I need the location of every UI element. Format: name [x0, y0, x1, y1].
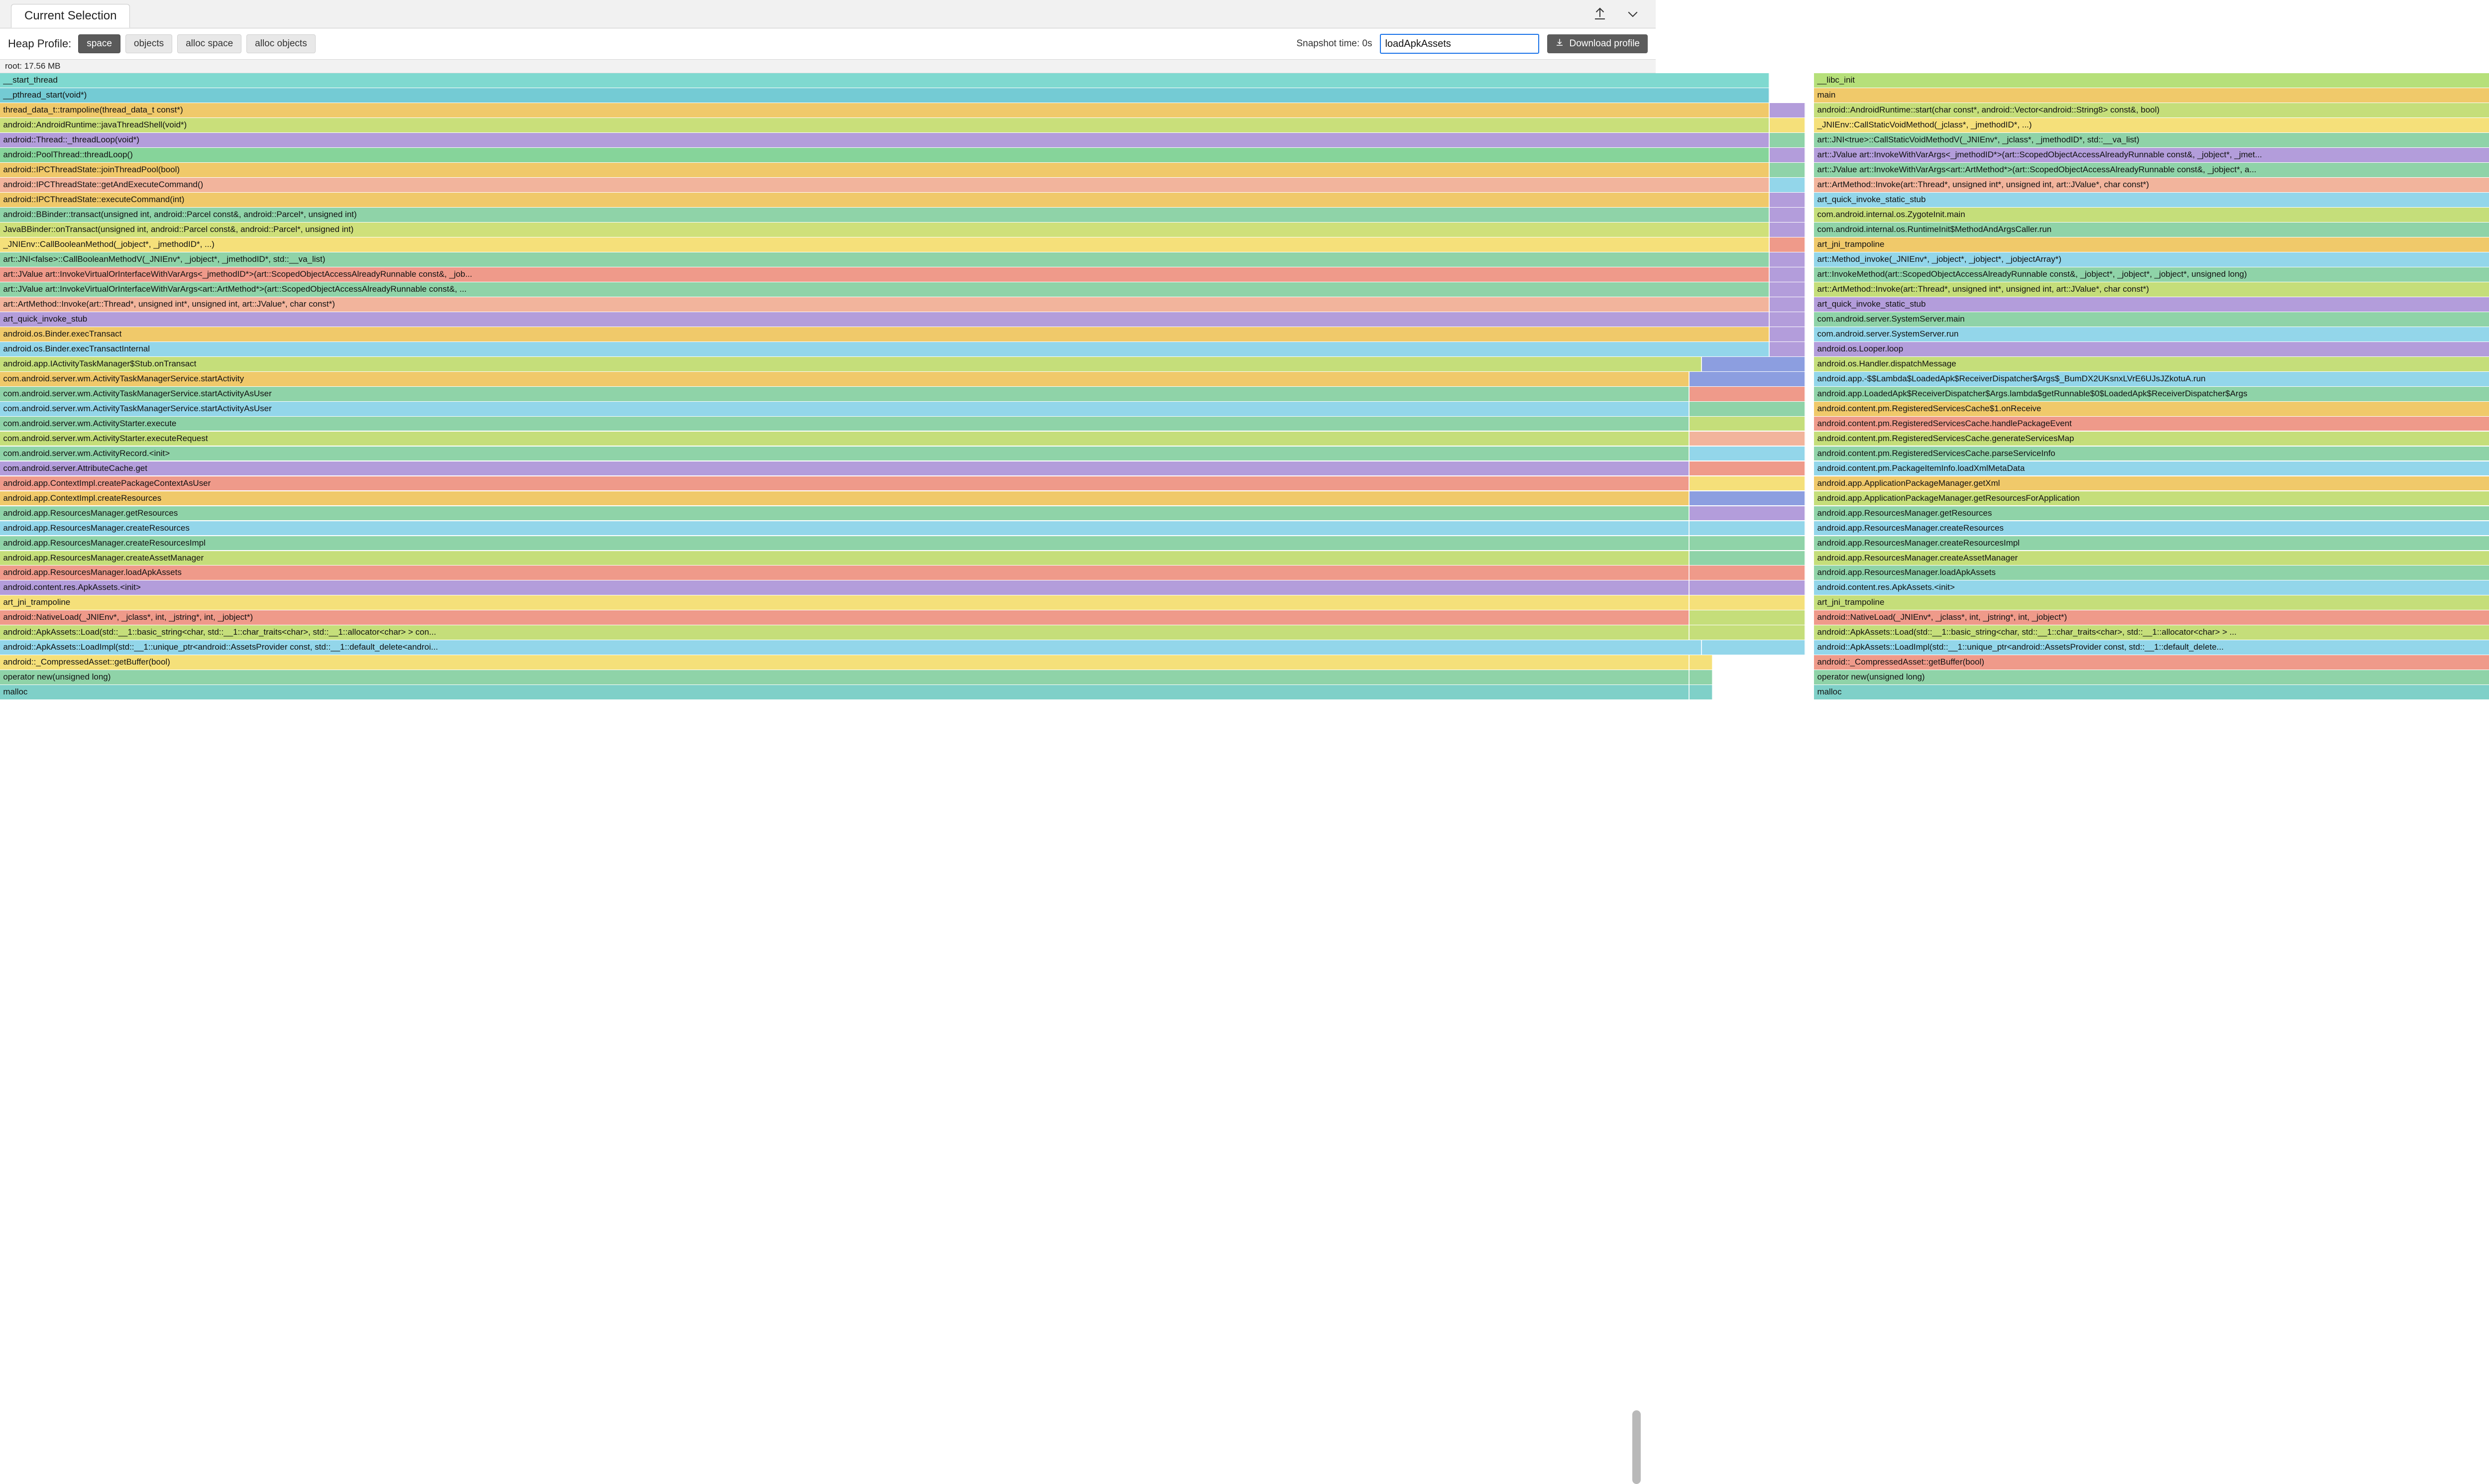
flamegraph-frame-middle[interactable]	[1770, 327, 1806, 342]
flamegraph-row	[0, 163, 2257, 178]
flamegraph-frame-left[interactable]	[0, 282, 1770, 297]
flamegraph-frame-label: android::NativeLoad(_JNIEnv*, _jclass*, int, _jstring*, int, _jobject*)	[3, 612, 253, 622]
flamegraph-frame-label: android.app.ResourcesManager.getResources	[1817, 508, 1992, 518]
flamegraph-frame-left[interactable]	[0, 476, 1690, 491]
flamegraph-frame-left[interactable]	[0, 178, 1770, 192]
flamegraph-frame-label: android.app.ResourcesManager.createResourcesImpl	[3, 538, 206, 548]
flamegraph-frame-middle[interactable]	[1770, 297, 1806, 312]
flamegraph-frame-right[interactable]	[1814, 447, 2489, 461]
flamegraph-frame-label: android.content.pm.RegisteredServicesCache.generateServicesMap	[1817, 433, 2074, 443]
flamegraph-row	[0, 252, 2061, 267]
flamegraph-frame-label: com.android.server.wm.ActivityTaskManagerService.startActivityAsUser	[3, 403, 272, 413]
flamegraph-frame-label: _JNIEnv::CallStaticVoidMethod(_jclass*, _jmethodID*, ...)	[1817, 119, 2032, 129]
flamegraph-frame-label: com.android.server.wm.ActivityTaskManagerService.startActivityAsUser	[3, 388, 272, 398]
flamegraph-frame-right[interactable]	[1814, 461, 2489, 476]
flamegraph-frame-right[interactable]	[1814, 506, 2489, 521]
flamegraph-row	[0, 342, 1904, 357]
flamegraph-row	[0, 103, 2160, 118]
flamegraph-frame-middle[interactable]	[1690, 521, 1806, 536]
flamegraph-frame-label: android.content.res.ApkAssets.<init>	[1817, 582, 1955, 592]
flamegraph-frame-label: android::_CompressedAsset::getBuffer(bool)	[1817, 657, 1985, 667]
flamegraph-frame-label: main	[1817, 90, 1836, 100]
flamegraph-row	[0, 357, 1956, 372]
flamegraph-frame-left[interactable]	[0, 312, 1770, 327]
flamegraph-frame-label: com.android.internal.os.RuntimeInit$MethodAndArgsCaller.run	[1817, 224, 2052, 234]
flamegraph-frame-middle[interactable]	[1690, 387, 1806, 401]
flamegraph-frame-label: com.android.server.wm.ActivityStarter.executeRequest	[3, 433, 208, 443]
flamegraph-frame-middle[interactable]	[1690, 372, 1806, 386]
flamegraph-frame-label: android.content.pm.RegisteredServicesCache$1.onReceive	[1817, 403, 2041, 413]
flamegraph-frame-right[interactable]	[1814, 521, 2489, 536]
flamegraph-row	[0, 536, 2020, 551]
flamegraph-frame-label: android::IPCThreadState::executeCommand(int)	[3, 194, 185, 204]
flamegraph-frame-left[interactable]	[0, 655, 1690, 670]
flamegraph-frame-right[interactable]	[1814, 476, 2489, 491]
flamegraph-frame-right[interactable]	[1814, 133, 2489, 147]
flamegraph-frame-right[interactable]	[1814, 312, 2489, 327]
flamegraph-frame-label: art::JValue art::InvokeVirtualOrInterfaceWithVarArgs<_jmethodID*>(art::ScopedObjectAccessAlreadyRunnable const&, _job...	[3, 269, 472, 279]
flamegraph-frame-left[interactable]	[0, 417, 1690, 431]
flamegraph-frame-middle[interactable]	[1690, 580, 1806, 595]
flamegraph-frame-middle[interactable]	[1690, 476, 1806, 491]
flamegraph-frame-middle[interactable]	[1690, 566, 1806, 580]
flamegraph-frame-right[interactable]	[1814, 73, 2489, 88]
flamegraph-frame-label: com.android.server.wm.ActivityStarter.execute	[3, 418, 177, 428]
button-objects-label: objects	[133, 38, 164, 49]
flamegraph-row	[0, 327, 1959, 342]
flamegraph-frame-label: android.content.pm.RegisteredServicesCache.parseServiceInfo	[1817, 448, 2055, 458]
flamegraph-row	[0, 491, 2080, 506]
flamegraph-frame-middle[interactable]	[1770, 148, 1806, 162]
flamegraph-frame-left[interactable]	[0, 461, 1690, 476]
flamegraph-frame-label: android.app.ResourcesManager.createResources	[3, 523, 190, 533]
flamegraph-row	[0, 223, 2052, 237]
flamegraph-frame-right[interactable]	[1814, 223, 2489, 237]
flamegraph-row	[0, 551, 2018, 566]
flamegraph-frame-left[interactable]	[0, 133, 1770, 147]
flamegraph-frame-label: art_quick_invoke_static_stub	[1817, 299, 1926, 309]
flamegraph-frame-middle[interactable]	[1770, 163, 1806, 177]
chevron-down-icon[interactable]	[1623, 4, 1643, 24]
flamegraph-frame-right[interactable]	[1814, 580, 2489, 595]
window-tabbar	[0, 0, 1656, 28]
flamegraph-frame-middle[interactable]	[1702, 357, 1806, 371]
flamegraph-frame-left[interactable]	[0, 640, 1702, 655]
flamegraph-row	[0, 193, 1926, 208]
flamegraph-frame-label: art_quick_invoke_static_stub	[1817, 194, 1926, 204]
flamegraph-frame-left[interactable]	[0, 670, 1690, 685]
flamegraph-frame-right[interactable]	[1814, 595, 2489, 610]
flamegraph-frame-left[interactable]	[0, 566, 1690, 580]
flamegraph-frame-label: android::ApkAssets::Load(std::__1::basic_string<char, std::__1::char_traits<char>, std::__1::allocator<char> > con...	[3, 627, 437, 637]
search-input[interactable]	[1380, 34, 1539, 54]
flamegraph-frame-left[interactable]	[0, 595, 1690, 610]
flamegraph-row	[0, 461, 2025, 476]
flamegraph-frame-label: com.android.server.AttributeCache.get	[3, 463, 147, 473]
flamegraph-frame-left[interactable]	[0, 625, 1690, 640]
flamegraph-row	[0, 655, 1985, 670]
flamegraph-frame-label: _JNIEnv::CallBooleanMethod(_jobject*, _jmethodID*, ...)	[3, 239, 215, 249]
flamegraph-frame-left[interactable]	[0, 521, 1690, 536]
flamegraph-frame-right[interactable]	[1814, 625, 2489, 640]
flamegraph-frame-left[interactable]	[0, 237, 1770, 252]
flamegraph-frame-label: android.os.Binder.execTransact	[3, 329, 122, 339]
flamegraph-frame-left[interactable]	[0, 372, 1690, 386]
flamegraph-frame-right[interactable]	[1814, 237, 2489, 252]
flamegraph-row	[0, 640, 2224, 655]
flamegraph-frame-middle[interactable]	[1770, 252, 1806, 267]
flamegraph-frame-right[interactable]	[1814, 163, 2489, 177]
heap-profile-label: Heap Profile:	[8, 37, 72, 50]
flamegraph-frame-middle[interactable]	[1770, 103, 1806, 117]
flamegraph-frame-right[interactable]	[1814, 640, 2489, 655]
flamegraph-frame-label: android::AndroidRuntime::javaThreadShell(void*)	[3, 119, 187, 129]
flamegraph-frame-label: art::Method_invoke(_JNIEnv*, _jobject*, _jobject*, _jobjectArray*)	[1817, 254, 2061, 264]
flamegraph-frame-left[interactable]	[0, 387, 1690, 401]
flamegraph-frame-label: art::JNI<true>::CallStaticVoidMethodV(_JNIEnv*, _jclass*, _jmethodID*, std::__va_list)	[1817, 134, 2140, 144]
flamegraph-frame-left[interactable]	[0, 193, 1770, 207]
flamegraph-frame-label: android.app.LoadedApk$ReceiverDispatcher$Args.lambda$getRunnable$0$LoadedApk$ReceiverDispatcher$Args	[1817, 388, 2248, 398]
flamegraph-frame-label: com.android.server.SystemServer.run	[1817, 329, 1959, 339]
flamegraph-frame-label: android.app.ContextImpl.createPackageContextAsUser	[3, 478, 211, 488]
button-space[interactable]	[78, 34, 120, 53]
flamegraph-row	[0, 118, 2032, 133]
flamegraph-row	[0, 282, 2150, 297]
flamegraph-root-label	[0, 60, 1656, 73]
flamegraph-frame-label: android.app.ResourcesManager.createResources	[1817, 523, 2004, 533]
flamegraph-frame-middle[interactable]	[1690, 461, 1806, 476]
flamegraph-frame-left[interactable]	[0, 447, 1690, 461]
flamegraph-frame-label: android::IPCThreadState::getAndExecuteCommand()	[3, 179, 204, 189]
flamegraph-frame-label: thread_data_t::trampoline(thread_data_t const*)	[3, 105, 183, 114]
flamegraph-frame-left[interactable]	[0, 223, 1770, 237]
flamegraph-row	[0, 610, 2067, 625]
flamegraph-frame-label: android.app.ResourcesManager.loadApkAssets	[1817, 568, 1996, 577]
flamegraph-row	[0, 312, 1965, 327]
flamegraph-frame-label: android::ApkAssets::LoadImpl(std::__1::unique_ptr<android::AssetsProvider const, std::__1::default_delete<androi...	[3, 642, 438, 652]
tabbar-actions	[1590, 4, 1643, 24]
root-label-text: root: 17.56 MB	[5, 61, 61, 71]
flamegraph-frame-right[interactable]	[1814, 402, 2489, 416]
flamegraph-row	[0, 372, 2206, 387]
flamegraph-row	[0, 447, 2055, 461]
flamegraph-row	[0, 208, 1965, 223]
flamegraph-row	[0, 88, 1836, 103]
vertical-scrollbar-thumb[interactable]	[1632, 1410, 1641, 1484]
flamegraph-frame-label: android::NativeLoad(_JNIEnv*, _jclass*, int, _jstring*, int, _jobject*)	[1817, 612, 2067, 622]
download-profile-label: Download profile	[1569, 38, 1640, 49]
flamegraph-frame-right[interactable]	[1814, 282, 2489, 297]
flamegraph-frame-left[interactable]	[0, 685, 1690, 699]
flamegraph-frame-middle[interactable]	[1690, 536, 1806, 551]
download-icon	[1555, 38, 1564, 50]
flamegraph-frame-middle[interactable]	[1690, 655, 1713, 670]
flamegraph-frame-label: art::JValue art::InvokeWithVarArgs<art::ArtMethod*>(art::ScopedObjectAccessAlreadyRunnable const&, _jobject*, a...	[1817, 164, 2257, 174]
flamegraph-frame-left[interactable]	[0, 432, 1690, 446]
flamegraph-frame-label: art_jni_trampoline	[1817, 597, 1885, 607]
flamegraph-frame-label: malloc	[1817, 687, 1842, 697]
flamegraph-frame-right[interactable]	[1814, 103, 2489, 117]
flamegraph-frame-label: android.app.ResourcesManager.createResourcesImpl	[1817, 538, 2020, 548]
flamegraph-row	[0, 417, 2072, 432]
flamegraph-frame-left[interactable]	[0, 551, 1690, 566]
flamegraph-row	[0, 506, 1992, 521]
flamegraph-row	[0, 580, 1955, 595]
flamegraph-frame-label: android.app.ResourcesManager.loadApkAssets	[3, 568, 182, 577]
flamegraph-frame-label: android.app.ContextImpl.createResources	[3, 493, 162, 503]
flamegraph-frame-right[interactable]	[1814, 536, 2489, 551]
flamegraph-frame-label: android.app.ApplicationPackageManager.getXml	[1817, 478, 2000, 488]
flamegraph-frame-label: android::PoolThread::threadLoop()	[3, 149, 133, 159]
flamegraph-frame-right[interactable]	[1814, 267, 2489, 282]
flamegraph-frame-left[interactable]	[0, 297, 1770, 312]
flamegraph-row	[0, 178, 2150, 193]
flamegraph-frame-left[interactable]	[0, 580, 1690, 595]
flamegraph-frame-label: android::IPCThreadState::joinThreadPool(bool)	[3, 164, 180, 174]
flamegraph-frame-middle[interactable]	[1690, 610, 1806, 625]
flamegraph-frame-middle[interactable]	[1690, 625, 1806, 640]
flamegraph-row	[0, 432, 2074, 447]
flamegraph-frame-right[interactable]	[1814, 327, 2489, 342]
flamegraph-row	[0, 685, 1842, 700]
flamegraph-row	[0, 625, 2237, 640]
flamegraph-frame-left[interactable]	[0, 103, 1770, 117]
flamegraph-frame-label: android::AndroidRuntime::start(char const*, android::Vector<android::String8> const&, bool)	[1817, 105, 2160, 114]
flamegraph-frame-right[interactable]	[1814, 88, 2489, 103]
flamegraph-row	[0, 476, 2000, 491]
flamegraph-row	[0, 670, 1925, 685]
button-space-label: space	[87, 38, 112, 49]
flamegraph-frame-right[interactable]	[1814, 432, 2489, 446]
flamegraph-frame-left[interactable]	[0, 506, 1690, 521]
flamegraph-row	[0, 133, 2140, 148]
flamegraph-frame-label: art::JValue art::InvokeVirtualOrInterfaceWithVarArgs<art::ArtMethod*>(art::ScopedObjectAccessAlreadyRunnable const&, ...	[3, 284, 467, 294]
flamegraph-frame-right[interactable]	[1814, 178, 2489, 192]
flamegraph-frame-right[interactable]	[1814, 685, 2489, 699]
heap-profile-toolbar	[0, 28, 1656, 60]
flamegraph-frame-right[interactable]	[1814, 208, 2489, 222]
flamegraph-frame-label: com.android.server.SystemServer.main	[1817, 314, 1965, 324]
flamegraph-frame-label: operator new(unsigned long)	[3, 672, 111, 682]
flamegraph-frame-middle[interactable]	[1690, 595, 1806, 610]
flamegraph-frame-right[interactable]	[1814, 387, 2489, 401]
snapshot-time-label: Snapshot time: 0s	[1296, 38, 1372, 49]
upload-icon[interactable]	[1590, 4, 1610, 24]
tab-label: Current Selection	[24, 9, 117, 22]
flamegraph-frame-right[interactable]	[1814, 491, 2489, 506]
flamegraph-frame-middle[interactable]	[1770, 237, 1806, 252]
flamegraph-frame-right[interactable]	[1814, 297, 2489, 312]
flamegraph-frame-label: com.android.server.wm.ActivityRecord.<init>	[3, 448, 170, 458]
flamegraph-row	[0, 387, 2248, 402]
flamegraph-frame-label: art::ArtMethod::Invoke(art::Thread*, unsigned int*, unsigned int, art::JValue*, char const*)	[1817, 179, 2150, 189]
flamegraph-frame-middle[interactable]	[1770, 178, 1806, 192]
flamegraph-row	[0, 402, 2041, 417]
flamegraph-frame-middle[interactable]	[1690, 551, 1806, 566]
flamegraph-row	[0, 595, 1885, 610]
flamegraph-row	[0, 297, 1926, 312]
flamegraph-frame-label: android::Thread::_threadLoop(void*)	[3, 134, 139, 144]
flamegraph-frame-middle[interactable]	[1690, 432, 1806, 446]
flamegraph-frame-left[interactable]	[0, 252, 1770, 267]
flamegraph-frame-label: __pthread_start(void*)	[3, 90, 87, 100]
flamegraph-frame-label: android.os.Handler.dispatchMessage	[1817, 358, 1956, 368]
flamegraph-frame-right[interactable]	[1814, 357, 2489, 371]
flamegraph-frame-middle[interactable]	[1770, 208, 1806, 222]
flamegraph-frame-left[interactable]	[0, 610, 1690, 625]
flamegraph-frame-left[interactable]	[0, 88, 1770, 103]
flamegraph-row	[0, 237, 1885, 252]
download-profile-button[interactable]	[1547, 34, 1648, 53]
button-alloc-space-label: alloc space	[186, 38, 233, 49]
flamegraph-frame-label: art::ArtMethod::Invoke(art::Thread*, unsigned int*, unsigned int, art::JValue*, char const*)	[1817, 284, 2150, 294]
flamegraph-frame-label: art::JValue art::InvokeWithVarArgs<_jmethodID*>(art::ScopedObjectAccessAlreadyRunnable const&, _jobject*, _jmet...	[1817, 149, 2263, 159]
flamegraph-frame-left[interactable]	[0, 118, 1770, 132]
flamegraph-frame-middle[interactable]	[1690, 506, 1806, 521]
flamegraph-frame-label: android.app.-$$Lambda$LoadedApk$ReceiverDispatcher$Args$_BumDX2UKsnxLVrE6UJsJZkotuA.run	[1817, 373, 2206, 383]
flamegraph-frame-middle[interactable]	[1690, 670, 1713, 685]
button-alloc-objects[interactable]	[246, 34, 316, 53]
flamegraph-frame-middle[interactable]	[1770, 118, 1806, 132]
flamegraph-frame-middle[interactable]	[1770, 133, 1806, 147]
flamegraph-frame-label: art_quick_invoke_stub	[3, 314, 88, 324]
flamegraph-frame-label: art_jni_trampoline	[3, 597, 71, 607]
button-alloc-space[interactable]	[177, 34, 241, 53]
flamegraph-frame-label: __start_thread	[3, 75, 58, 85]
flamegraph-frame-right[interactable]	[1814, 417, 2489, 431]
flamegraph-frame-left[interactable]	[0, 163, 1770, 177]
flamegraph-frame-right[interactable]	[1814, 193, 2489, 207]
flamegraph-row	[0, 521, 2004, 536]
flamegraph-row	[0, 73, 1855, 88]
flamegraph-frame-middle[interactable]	[1770, 267, 1806, 282]
flamegraph-row	[0, 267, 2247, 282]
flamegraph-frame-right[interactable]	[1814, 566, 2489, 580]
flamegraph-frame-middle[interactable]	[1770, 282, 1806, 297]
toolbar-right-group	[1296, 28, 1648, 59]
flamegraph-frame-label: android::_CompressedAsset::getBuffer(bool)	[3, 657, 170, 667]
flamegraph-frame-middle[interactable]	[1770, 312, 1806, 327]
flamegraph-frame-label: android.app.IActivityTaskManager$Stub.onTransact	[3, 358, 197, 368]
flamegraph-frame-right[interactable]	[1814, 148, 2489, 162]
flamegraph-frame-label: art::ArtMethod::Invoke(art::Thread*, unsigned int*, unsigned int, art::JValue*, char const*)	[3, 299, 335, 309]
flamegraph-frame-label: android.app.ResourcesManager.getResources	[3, 508, 178, 518]
flamegraph-frame-label: android.os.Binder.execTransactInternal	[3, 343, 150, 353]
flamegraph-frame-right[interactable]	[1814, 655, 2489, 670]
flamegraph-frame-middle[interactable]	[1770, 342, 1806, 356]
flamegraph[interactable]	[0, 73, 2263, 700]
flamegraph-frame-label: malloc	[3, 687, 28, 697]
flamegraph-frame-left[interactable]	[0, 536, 1690, 551]
flamegraph-frame-label: android.app.ApplicationPackageManager.getResourcesForApplication	[1817, 493, 2080, 503]
flamegraph-frame-label: android.content.res.ApkAssets.<init>	[3, 582, 141, 592]
flamegraph-frame-label: android::ApkAssets::Load(std::__1::basic_string<char, std::__1::char_traits<char>, std::__1::allocator<char> > ...	[1817, 627, 2237, 637]
flamegraph-frame-middle[interactable]	[1690, 685, 1713, 699]
flamegraph-frame-left[interactable]	[0, 267, 1770, 282]
flamegraph-frame-label: com.android.internal.os.ZygoteInit.main	[1817, 209, 1965, 219]
flamegraph-frame-middle[interactable]	[1690, 447, 1806, 461]
flamegraph-frame-label: android::BBinder::transact(unsigned int, android::Parcel const&, android::Parcel*, unsigned int)	[3, 209, 357, 219]
flamegraph-row	[0, 566, 1996, 580]
flamegraph-frame-right[interactable]	[1814, 118, 2489, 132]
flamegraph-frame-middle[interactable]	[1770, 193, 1806, 207]
tab-current-selection[interactable]	[11, 4, 130, 28]
flamegraph-frame-left[interactable]	[0, 208, 1770, 222]
flamegraph-frame-label: android.os.Looper.loop	[1817, 343, 1904, 353]
flamegraph-frame-middle[interactable]	[1690, 417, 1806, 431]
flamegraph-frame-label: JavaBBinder::onTransact(unsigned int, android::Parcel const&, android::Parcel*, unsigned int)	[3, 224, 354, 234]
flamegraph-frame-right[interactable]	[1814, 610, 2489, 625]
flamegraph-frame-right[interactable]	[1814, 551, 2489, 566]
flamegraph-frame-right[interactable]	[1814, 372, 2489, 386]
flamegraph-frame-left[interactable]	[0, 327, 1770, 342]
flamegraph-frame-label: art::JNI<false>::CallBooleanMethodV(_JNIEnv*, _jobject*, _jmethodID*, std::__va_list)	[3, 254, 326, 264]
flamegraph-frame-left[interactable]	[0, 342, 1770, 356]
flamegraph-frame-left[interactable]	[0, 357, 1702, 371]
flamegraph-frame-right[interactable]	[1814, 252, 2489, 267]
button-alloc-objects-label: alloc objects	[255, 38, 307, 49]
flamegraph-frame-label: com.android.server.wm.ActivityTaskManagerService.startActivity	[3, 373, 244, 383]
flamegraph-frame-label: android.app.ResourcesManager.createAssetManager	[3, 553, 204, 563]
flamegraph-frame-right[interactable]	[1814, 342, 2489, 356]
flamegraph-frame-label: operator new(unsigned long)	[1817, 672, 1925, 682]
flamegraph-frame-label: android.content.pm.RegisteredServicesCache.handlePackageEvent	[1817, 418, 2072, 428]
button-objects[interactable]	[125, 34, 172, 53]
flamegraph-frame-label: android.app.ResourcesManager.createAssetManager	[1817, 553, 2018, 563]
flamegraph-frame-left[interactable]	[0, 148, 1770, 162]
flamegraph-frame-left[interactable]	[0, 73, 1770, 88]
flamegraph-frame-middle[interactable]	[1690, 491, 1806, 506]
flamegraph-frame-middle[interactable]	[1770, 223, 1806, 237]
flamegraph-frame-right[interactable]	[1814, 670, 2489, 685]
flamegraph-frame-label: __libc_init	[1817, 75, 1855, 85]
flamegraph-frame-label: art_jni_trampoline	[1817, 239, 1885, 249]
flamegraph-frame-label: android.content.pm.PackageItemInfo.loadXmlMetaData	[1817, 463, 2025, 473]
flamegraph-row	[0, 148, 2263, 163]
flamegraph-frame-label: art::InvokeMethod(art::ScopedObjectAccessAlreadyRunnable const&, _jobject*, _jobject*, _jobject*, unsigned long)	[1817, 269, 2247, 279]
flamegraph-frame-left[interactable]	[0, 402, 1690, 416]
flamegraph-frame-middle[interactable]	[1690, 402, 1806, 416]
flamegraph-frame-left[interactable]	[0, 491, 1690, 506]
flamegraph-frame-middle[interactable]	[1702, 640, 1806, 655]
flamegraph-frame-label: android::ApkAssets::LoadImpl(std::__1::unique_ptr<android::AssetsProvider const, std::__1::default_delete...	[1817, 642, 2224, 652]
